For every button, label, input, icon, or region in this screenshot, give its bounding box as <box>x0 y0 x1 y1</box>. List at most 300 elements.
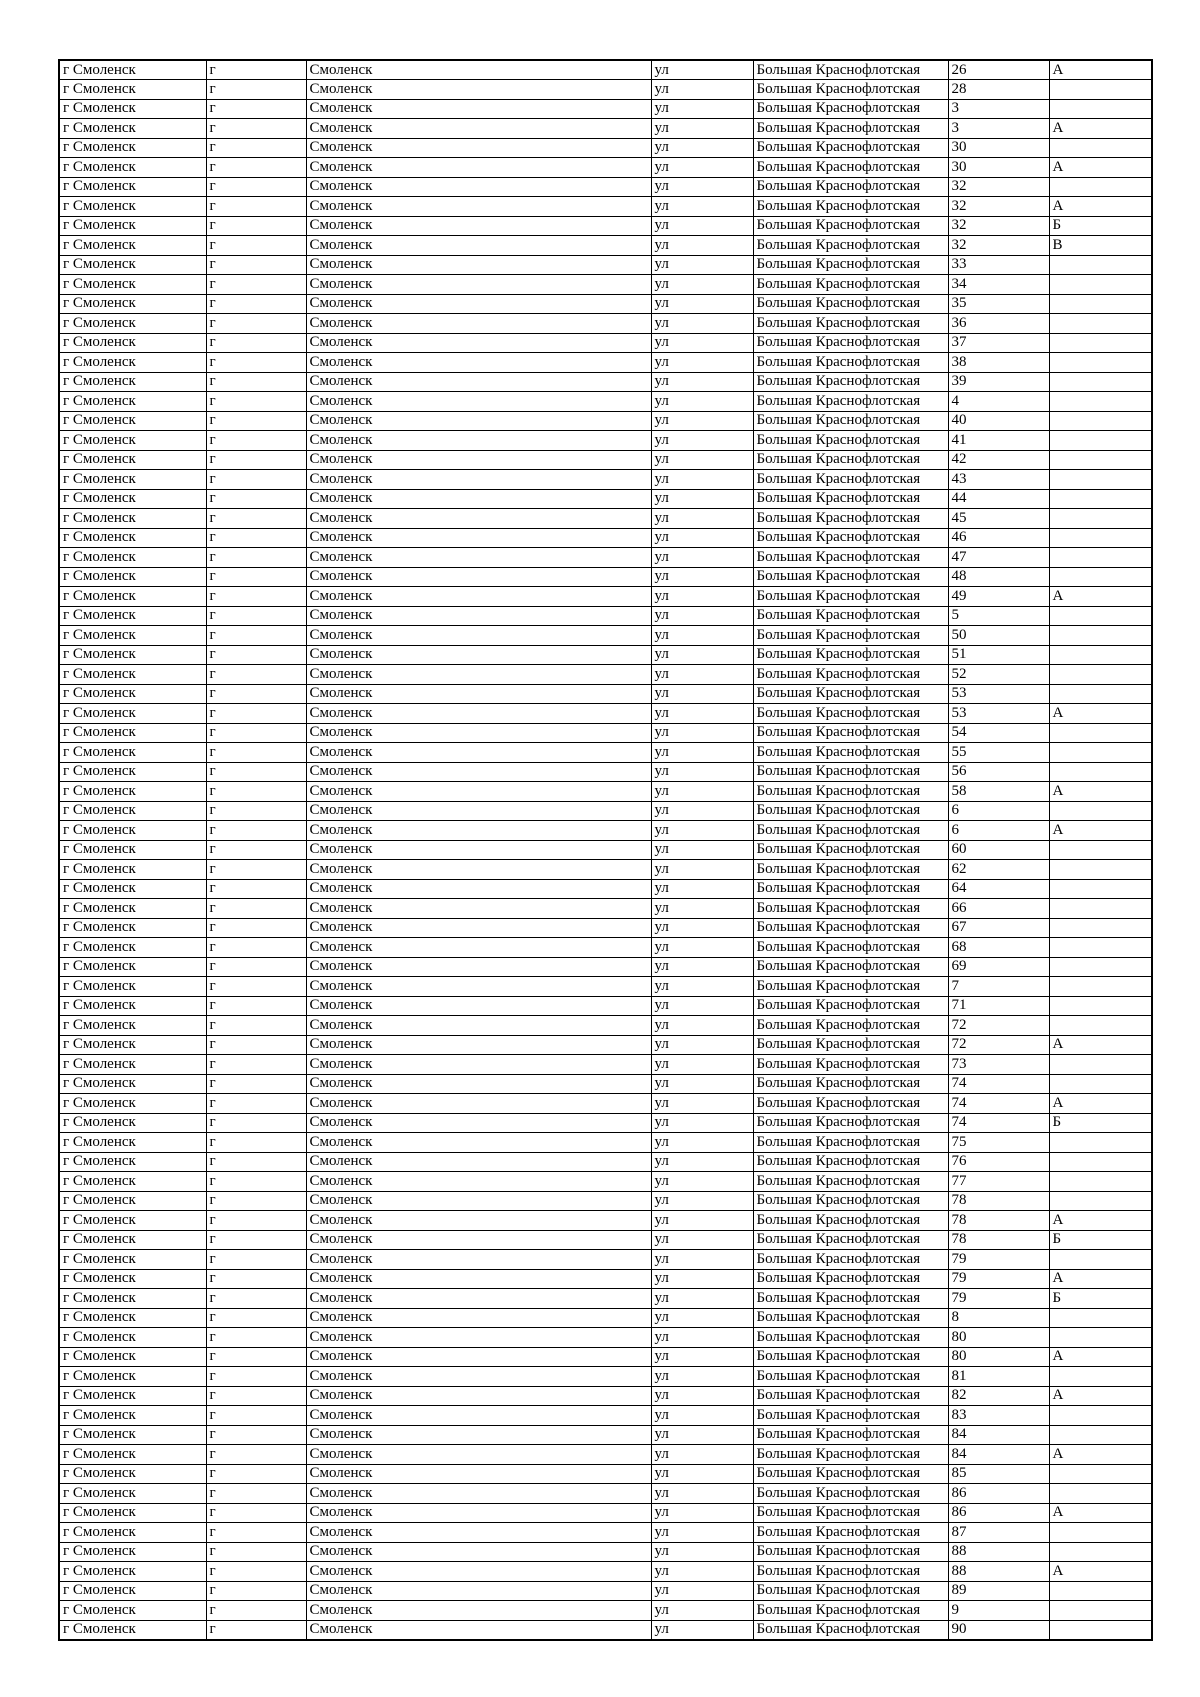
cell-settlement-type: г <box>206 957 306 977</box>
cell-city: Смоленск <box>306 1386 651 1406</box>
cell-street-type: ул <box>651 1055 753 1075</box>
cell-settlement-type: г <box>206 1406 306 1426</box>
cell-street-type: ул <box>651 1581 753 1601</box>
cell-house-letter <box>1049 1250 1152 1270</box>
cell-street-type: ул <box>651 1191 753 1211</box>
table-row <box>59 1386 1152 1406</box>
cell-house-letter: Б <box>1049 216 1152 236</box>
cell-house-letter <box>1049 1016 1152 1036</box>
cell-settlement-type: г <box>206 1620 306 1640</box>
table-row <box>59 275 1152 295</box>
cell-settlement: г Смоленск <box>59 60 206 80</box>
cell-settlement-type: г <box>206 548 306 568</box>
cell-house-letter <box>1049 977 1152 997</box>
cell-house-letter: А <box>1049 60 1152 80</box>
cell-settlement-type: г <box>206 801 306 821</box>
cell-house-number: 44 <box>948 489 1049 509</box>
cell-house-letter: А <box>1049 587 1152 607</box>
cell-house-letter <box>1049 275 1152 295</box>
cell-city: Смоленск <box>306 743 651 763</box>
cell-settlement: г Смоленск <box>59 1425 206 1445</box>
table-row <box>59 840 1152 860</box>
cell-street-type: ул <box>651 431 753 451</box>
cell-house-number: 6 <box>948 821 1049 841</box>
cell-city: Смоленск <box>306 1055 651 1075</box>
table-row <box>59 1367 1152 1387</box>
cell-settlement-type: г <box>206 1503 306 1523</box>
cell-settlement-type: г <box>206 938 306 958</box>
cell-street-type: ул <box>651 1074 753 1094</box>
cell-house-number: 66 <box>948 899 1049 919</box>
cell-house-letter <box>1049 548 1152 568</box>
cell-city: Смоленск <box>306 470 651 490</box>
cell-city: Смоленск <box>306 372 651 392</box>
table-row <box>59 1055 1152 1075</box>
table-row <box>59 645 1152 665</box>
cell-house-number: 35 <box>948 294 1049 314</box>
cell-house-number: 55 <box>948 743 1049 763</box>
table-row <box>59 1445 1152 1465</box>
table-row <box>59 1523 1152 1543</box>
cell-house-letter <box>1049 743 1152 763</box>
cell-settlement: г Смоленск <box>59 1269 206 1289</box>
cell-settlement: г Смоленск <box>59 1367 206 1387</box>
cell-street: Большая Краснофлотская <box>753 1113 948 1133</box>
cell-street-type: ул <box>651 1601 753 1621</box>
cell-street-type: ул <box>651 1425 753 1445</box>
cell-house-number: 45 <box>948 509 1049 529</box>
cell-settlement: г Смоленск <box>59 1211 206 1231</box>
cell-settlement-type: г <box>206 1484 306 1504</box>
cell-house-letter <box>1049 1172 1152 1192</box>
cell-street: Большая Краснофлотская <box>753 1386 948 1406</box>
cell-settlement-type: г <box>206 314 306 334</box>
cell-house-letter: А <box>1049 158 1152 178</box>
cell-house-number: 8 <box>948 1308 1049 1328</box>
cell-settlement-type: г <box>206 1347 306 1367</box>
cell-street: Большая Краснофлотская <box>753 801 948 821</box>
cell-settlement: г Смоленск <box>59 899 206 919</box>
cell-city: Смоленск <box>306 1113 651 1133</box>
cell-city: Смоленск <box>306 665 651 685</box>
cell-city: Смоленск <box>306 1094 651 1114</box>
cell-house-letter <box>1049 957 1152 977</box>
cell-city: Смоленск <box>306 392 651 412</box>
cell-settlement-type: г <box>206 509 306 529</box>
cell-street-type: ул <box>651 275 753 295</box>
cell-street: Большая Краснофлотская <box>753 372 948 392</box>
cell-settlement: г Смоленск <box>59 119 206 139</box>
cell-city: Смоленск <box>306 704 651 724</box>
cell-house-number: 36 <box>948 314 1049 334</box>
cell-settlement-type: г <box>206 665 306 685</box>
cell-street: Большая Краснофлотская <box>753 1581 948 1601</box>
cell-street-type: ул <box>651 1269 753 1289</box>
cell-settlement-type: г <box>206 1464 306 1484</box>
table-row <box>59 431 1152 451</box>
cell-house-number: 26 <box>948 60 1049 80</box>
cell-street-type: ул <box>651 1406 753 1426</box>
cell-house-number: 3 <box>948 99 1049 119</box>
cell-settlement: г Смоленск <box>59 626 206 646</box>
cell-street: Большая Краснофлотская <box>753 1542 948 1562</box>
cell-street-type: ул <box>651 587 753 607</box>
table-row <box>59 1113 1152 1133</box>
cell-street: Большая Краснофлотская <box>753 138 948 158</box>
cell-city: Смоленск <box>306 1620 651 1640</box>
cell-settlement: г Смоленск <box>59 1503 206 1523</box>
cell-house-letter <box>1049 606 1152 626</box>
cell-city: Смоленск <box>306 684 651 704</box>
cell-street-type: ул <box>651 645 753 665</box>
table-row <box>59 782 1152 802</box>
cell-settlement: г Смоленск <box>59 1523 206 1543</box>
cell-house-letter <box>1049 645 1152 665</box>
table-row <box>59 548 1152 568</box>
cell-settlement-type: г <box>206 1328 306 1348</box>
table-row <box>59 743 1152 763</box>
cell-house-letter <box>1049 1425 1152 1445</box>
cell-house-letter <box>1049 1074 1152 1094</box>
cell-house-number: 41 <box>948 431 1049 451</box>
cell-house-letter <box>1049 450 1152 470</box>
cell-settlement-type: г <box>206 1055 306 1075</box>
table-row <box>59 899 1152 919</box>
cell-settlement: г Смоленск <box>59 665 206 685</box>
cell-street: Большая Краснофлотская <box>753 977 948 997</box>
cell-settlement-type: г <box>206 275 306 295</box>
cell-street-type: ул <box>651 1113 753 1133</box>
cell-street: Большая Краснофлотская <box>753 80 948 100</box>
cell-street: Большая Краснофлотская <box>753 1328 948 1348</box>
cell-city: Смоленск <box>306 938 651 958</box>
table-row <box>59 704 1152 724</box>
cell-house-letter <box>1049 333 1152 353</box>
cell-house-number: 68 <box>948 938 1049 958</box>
cell-street: Большая Краснофлотская <box>753 1484 948 1504</box>
cell-house-letter <box>1049 1367 1152 1387</box>
cell-settlement: г Смоленск <box>59 1172 206 1192</box>
cell-street: Большая Краснофлотская <box>753 1074 948 1094</box>
cell-settlement: г Смоленск <box>59 918 206 938</box>
cell-city: Смоленск <box>306 314 651 334</box>
cell-settlement: г Смоленск <box>59 1601 206 1621</box>
cell-house-letter <box>1049 1484 1152 1504</box>
table-row <box>59 1562 1152 1582</box>
cell-house-number: 79 <box>948 1289 1049 1309</box>
cell-settlement-type: г <box>206 236 306 256</box>
cell-street: Большая Краснофлотская <box>753 1445 948 1465</box>
table-row <box>59 762 1152 782</box>
cell-house-number: 56 <box>948 762 1049 782</box>
cell-house-number: 30 <box>948 138 1049 158</box>
cell-city: Смоленск <box>306 1503 651 1523</box>
cell-city: Смоленск <box>306 567 651 587</box>
cell-street: Большая Краснофлотская <box>753 879 948 899</box>
cell-settlement-type: г <box>206 684 306 704</box>
cell-street: Большая Краснофлотская <box>753 840 948 860</box>
cell-house-number: 74 <box>948 1113 1049 1133</box>
cell-house-number: 30 <box>948 158 1049 178</box>
table-row <box>59 821 1152 841</box>
cell-city: Смоленск <box>306 1211 651 1231</box>
cell-house-letter <box>1049 470 1152 490</box>
cell-street: Большая Краснофлотская <box>753 938 948 958</box>
cell-city: Смоленск <box>306 1016 651 1036</box>
cell-house-number: 85 <box>948 1464 1049 1484</box>
table-row <box>59 80 1152 100</box>
cell-street: Большая Краснофлотская <box>753 587 948 607</box>
table-row <box>59 1230 1152 1250</box>
cell-city: Смоленск <box>306 899 651 919</box>
cell-street-type: ул <box>651 957 753 977</box>
cell-settlement-type: г <box>206 899 306 919</box>
cell-settlement: г Смоленск <box>59 1191 206 1211</box>
cell-house-letter <box>1049 80 1152 100</box>
cell-settlement-type: г <box>206 1191 306 1211</box>
cell-house-number: 64 <box>948 879 1049 899</box>
cell-settlement-type: г <box>206 821 306 841</box>
cell-city: Смоленск <box>306 996 651 1016</box>
cell-street: Большая Краснофлотская <box>753 1289 948 1309</box>
cell-house-number: 72 <box>948 1035 1049 1055</box>
cell-house-number: 52 <box>948 665 1049 685</box>
cell-house-number: 4 <box>948 392 1049 412</box>
cell-settlement: г Смоленск <box>59 1406 206 1426</box>
table-row <box>59 411 1152 431</box>
cell-settlement-type: г <box>206 1425 306 1445</box>
cell-settlement: г Смоленск <box>59 314 206 334</box>
cell-street: Большая Краснофлотская <box>753 899 948 919</box>
cell-house-number: 32 <box>948 197 1049 217</box>
cell-street-type: ул <box>651 743 753 763</box>
cell-settlement: г Смоленск <box>59 860 206 880</box>
table-row <box>59 1542 1152 1562</box>
table-row <box>59 197 1152 217</box>
cell-city: Смоленск <box>306 840 651 860</box>
cell-street: Большая Краснофлотская <box>753 1035 948 1055</box>
cell-house-letter <box>1049 1523 1152 1543</box>
cell-city: Смоленск <box>306 60 651 80</box>
cell-settlement-type: г <box>206 1172 306 1192</box>
cell-house-letter: Б <box>1049 1289 1152 1309</box>
cell-street-type: ул <box>651 977 753 997</box>
cell-settlement: г Смоленск <box>59 275 206 295</box>
cell-house-number: 88 <box>948 1542 1049 1562</box>
cell-settlement-type: г <box>206 879 306 899</box>
cell-house-number: 86 <box>948 1503 1049 1523</box>
cell-settlement-type: г <box>206 216 306 236</box>
cell-house-letter: А <box>1049 197 1152 217</box>
cell-settlement: г Смоленск <box>59 138 206 158</box>
cell-house-number: 50 <box>948 626 1049 646</box>
cell-street: Большая Краснофлотская <box>753 957 948 977</box>
cell-city: Смоленск <box>306 1035 651 1055</box>
cell-street: Большая Краснофлотская <box>753 1601 948 1621</box>
cell-house-number: 46 <box>948 528 1049 548</box>
cell-house-number: 32 <box>948 177 1049 197</box>
cell-settlement: г Смоленск <box>59 1230 206 1250</box>
cell-house-number: 84 <box>948 1425 1049 1445</box>
cell-settlement: г Смоленск <box>59 840 206 860</box>
cell-settlement-type: г <box>206 860 306 880</box>
cell-city: Смоленск <box>306 158 651 178</box>
cell-settlement-type: г <box>206 1289 306 1309</box>
cell-street-type: ул <box>651 548 753 568</box>
cell-street: Большая Краснофлотская <box>753 1406 948 1426</box>
cell-city: Смоленск <box>306 860 651 880</box>
cell-city: Смоленск <box>306 645 651 665</box>
cell-street-type: ул <box>651 1172 753 1192</box>
cell-house-number: 53 <box>948 704 1049 724</box>
table-row <box>59 255 1152 275</box>
cell-street: Большая Краснофлотская <box>753 567 948 587</box>
cell-house-letter: А <box>1049 1562 1152 1582</box>
cell-street-type: ул <box>651 80 753 100</box>
cell-settlement-type: г <box>206 119 306 139</box>
cell-house-letter <box>1049 840 1152 860</box>
cell-house-number: 32 <box>948 216 1049 236</box>
table-row <box>59 723 1152 743</box>
cell-house-number: 3 <box>948 119 1049 139</box>
cell-settlement: г Смоленск <box>59 1620 206 1640</box>
cell-street-type: ул <box>651 1484 753 1504</box>
cell-city: Смоленск <box>306 1406 651 1426</box>
cell-city: Смоленск <box>306 957 651 977</box>
cell-house-letter <box>1049 684 1152 704</box>
table-row <box>59 1464 1152 1484</box>
cell-street-type: ул <box>651 938 753 958</box>
cell-settlement: г Смоленск <box>59 450 206 470</box>
cell-street: Большая Краснофлотская <box>753 275 948 295</box>
cell-city: Смоленск <box>306 918 651 938</box>
cell-house-number: 54 <box>948 723 1049 743</box>
cell-settlement: г Смоленск <box>59 587 206 607</box>
table-row <box>59 996 1152 1016</box>
address-table <box>58 59 1153 1641</box>
cell-city: Смоленск <box>306 333 651 353</box>
cell-settlement: г Смоленск <box>59 782 206 802</box>
cell-house-number: 78 <box>948 1191 1049 1211</box>
table-row <box>59 1269 1152 1289</box>
cell-city: Смоленск <box>306 606 651 626</box>
cell-street-type: ул <box>651 197 753 217</box>
table-row <box>59 1191 1152 1211</box>
cell-settlement: г Смоленск <box>59 158 206 178</box>
table-row <box>59 801 1152 821</box>
cell-house-letter <box>1049 372 1152 392</box>
cell-street: Большая Краснофлотская <box>753 782 948 802</box>
cell-city: Смоленск <box>306 1328 651 1348</box>
table-row <box>59 1484 1152 1504</box>
cell-street-type: ул <box>651 606 753 626</box>
cell-street: Большая Краснофлотская <box>753 431 948 451</box>
cell-house-letter <box>1049 1542 1152 1562</box>
cell-street: Большая Краснофлотская <box>753 411 948 431</box>
cell-city: Смоленск <box>306 489 651 509</box>
cell-city: Смоленск <box>306 1133 651 1153</box>
cell-street-type: ул <box>651 333 753 353</box>
cell-house-letter <box>1049 938 1152 958</box>
cell-street: Большая Краснофлотская <box>753 470 948 490</box>
cell-house-letter <box>1049 411 1152 431</box>
cell-city: Смоленск <box>306 977 651 997</box>
cell-settlement-type: г <box>206 450 306 470</box>
cell-street: Большая Краснофлотская <box>753 1133 948 1153</box>
cell-city: Смоленск <box>306 1445 651 1465</box>
cell-settlement-type: г <box>206 353 306 373</box>
cell-house-letter: А <box>1049 1094 1152 1114</box>
cell-house-number: 28 <box>948 80 1049 100</box>
cell-settlement-type: г <box>206 99 306 119</box>
table-row <box>59 567 1152 587</box>
cell-street: Большая Краснофлотская <box>753 255 948 275</box>
cell-house-number: 38 <box>948 353 1049 373</box>
cell-street: Большая Краснофлотская <box>753 489 948 509</box>
cell-settlement: г Смоленск <box>59 1445 206 1465</box>
cell-house-letter: А <box>1049 1445 1152 1465</box>
cell-house-letter <box>1049 1152 1152 1172</box>
cell-street-type: ул <box>651 138 753 158</box>
cell-street-type: ул <box>651 353 753 373</box>
cell-street: Большая Краснофлотская <box>753 1562 948 1582</box>
cell-settlement: г Смоленск <box>59 1328 206 1348</box>
cell-street-type: ул <box>651 1620 753 1640</box>
cell-settlement-type: г <box>206 158 306 178</box>
cell-house-number: 73 <box>948 1055 1049 1075</box>
cell-street-type: ул <box>651 411 753 431</box>
cell-city: Смоленск <box>306 80 651 100</box>
cell-settlement: г Смоленск <box>59 1113 206 1133</box>
cell-street: Большая Краснофлотская <box>753 99 948 119</box>
cell-house-number: 53 <box>948 684 1049 704</box>
cell-house-number: 88 <box>948 1562 1049 1582</box>
cell-settlement-type: г <box>206 1367 306 1387</box>
cell-house-letter <box>1049 138 1152 158</box>
cell-settlement: г Смоленск <box>59 1074 206 1094</box>
cell-settlement-type: г <box>206 1152 306 1172</box>
cell-city: Смоленск <box>306 1562 651 1582</box>
cell-street: Большая Краснофлотская <box>753 236 948 256</box>
table-row <box>59 392 1152 412</box>
cell-house-number: 72 <box>948 1016 1049 1036</box>
cell-city: Смоленск <box>306 255 651 275</box>
cell-street-type: ул <box>651 1503 753 1523</box>
cell-street: Большая Краснофлотская <box>753 1523 948 1543</box>
cell-settlement-type: г <box>206 1386 306 1406</box>
cell-city: Смоленск <box>306 587 651 607</box>
cell-street-type: ул <box>651 255 753 275</box>
cell-city: Смоленск <box>306 411 651 431</box>
cell-street: Большая Краснофлотская <box>753 392 948 412</box>
cell-settlement-type: г <box>206 177 306 197</box>
cell-settlement: г Смоленск <box>59 509 206 529</box>
cell-settlement: г Смоленск <box>59 1542 206 1562</box>
cell-street-type: ул <box>651 879 753 899</box>
cell-city: Смоленск <box>306 216 651 236</box>
cell-settlement: г Смоленск <box>59 1016 206 1036</box>
cell-house-letter <box>1049 509 1152 529</box>
cell-settlement: г Смоленск <box>59 294 206 314</box>
cell-house-letter: В <box>1049 236 1152 256</box>
cell-city: Смоленск <box>306 197 651 217</box>
cell-house-letter: А <box>1049 821 1152 841</box>
cell-settlement: г Смоленск <box>59 1289 206 1309</box>
table-row <box>59 665 1152 685</box>
cell-city: Смоленск <box>306 431 651 451</box>
cell-city: Смоленск <box>306 801 651 821</box>
table-row <box>59 626 1152 646</box>
